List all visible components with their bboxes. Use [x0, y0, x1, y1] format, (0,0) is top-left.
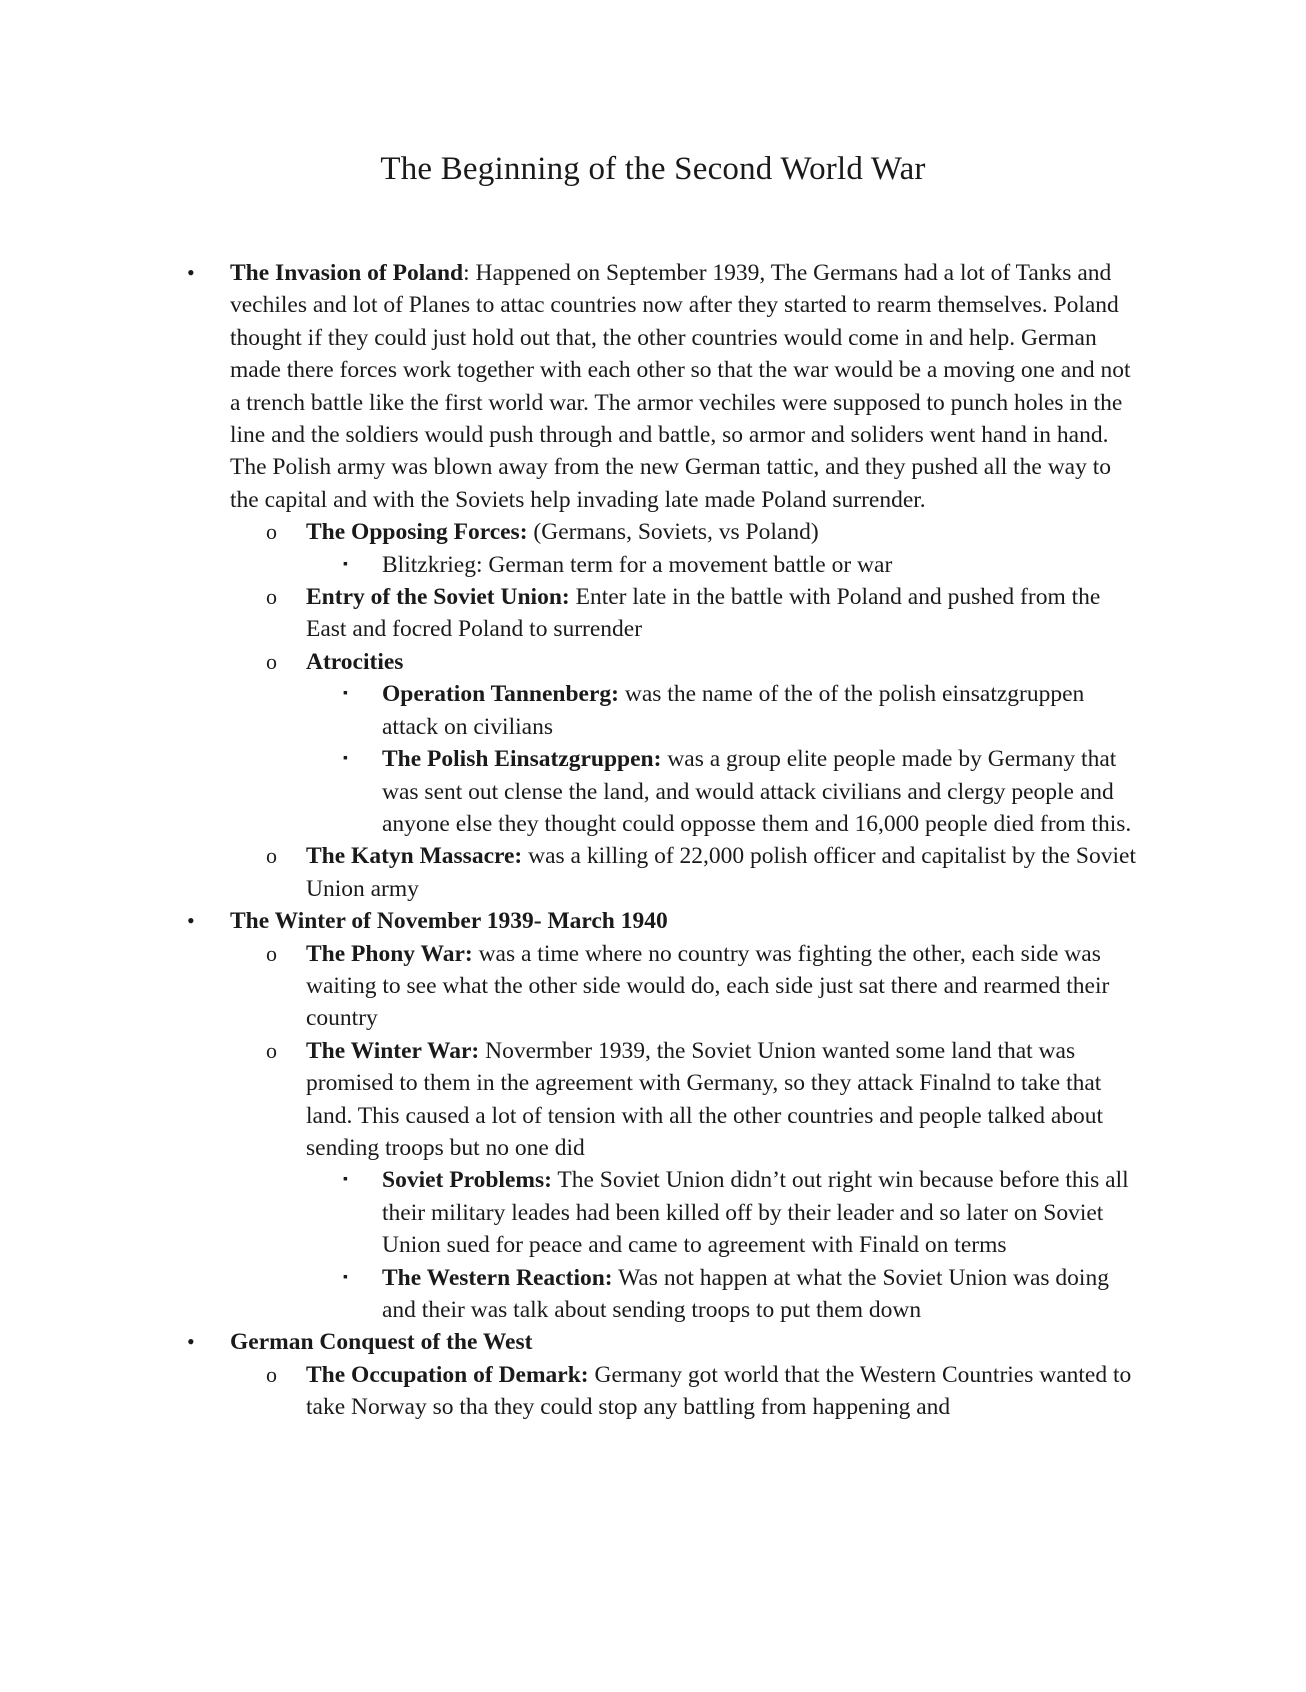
item-heading: German Conquest of the West — [230, 1329, 533, 1356]
item-text: Blitzkrieg: German term for a movement battle or war — [382, 551, 893, 578]
circle-marker: o — [266, 1361, 277, 1387]
sublist — [306, 549, 1146, 581]
list-item-invasion-of-poland — [0, 257, 1140, 905]
item-heading: The Polish Einsatzgruppen: — [382, 746, 662, 773]
list-item-occupation-of-denmark — [0, 1359, 1146, 1424]
sublist — [230, 938, 1140, 1327]
item-heading: The Occupation of Demark: — [306, 1361, 589, 1388]
square-marker: ▪ — [343, 1269, 348, 1285]
document-title: The Beginning of the Second World War — [380, 151, 926, 187]
list-item-katyn-massacre — [0, 840, 1146, 905]
circle-marker: o — [266, 648, 277, 674]
circle-marker: o — [266, 519, 277, 545]
outline-list — [0, 257, 1306, 1424]
circle-marker: o — [266, 843, 277, 869]
circle-marker: o — [266, 940, 277, 966]
item-text: The Soviet Union didn’t out right win because before this all their military leades had been killed off by their leader and so later on Soviet Union sued for peace and came to agreement with Finald on terms — [382, 1167, 1129, 1259]
item-heading: The Western Reaction: — [382, 1264, 613, 1291]
document-body — [0, 257, 1306, 1424]
item-text: Novermber 1939, the Soviet Union wanted some land that was promised to them in the agreement with Germany, so they attack Finalnd to take that land. This caused a lot of tension with all the other countries and people talked about sending troops but no one did — [306, 1037, 1104, 1161]
list-item-opposing-forces — [0, 516, 1146, 581]
bullet-marker: • — [187, 1329, 195, 1355]
item-text: was a group elite people made by Germany that was sent out clense the land, and would attack civilians and clergy people and anyone else they thought could opposse them and 16,000 people died from this. — [382, 746, 1132, 837]
item-text: (Germans, Soviets, vs Poland) — [527, 519, 819, 546]
sublist — [230, 1359, 1140, 1424]
item-heading: Entry of the Soviet Union: — [306, 584, 570, 611]
list-item-soviet-problems — [0, 1164, 1146, 1261]
item-text: Germany got world that the Western Countries wanted to take Norway so tha they could stop any battling from happening and — [306, 1361, 1132, 1421]
list-item-western-reaction — [0, 1262, 1146, 1327]
circle-marker: o — [266, 584, 277, 610]
list-item-operation-tannenberg — [0, 678, 1146, 743]
item-text: Enter late in the battle with Poland and pushed from the East and focred Poland to surrender — [306, 584, 1101, 643]
bullet-marker: • — [187, 908, 195, 934]
list-item-phony-war — [0, 938, 1146, 1035]
item-heading: The Opposing Forces: — [306, 519, 528, 546]
item-heading: Soviet Problems: — [382, 1167, 552, 1194]
sublist — [230, 516, 1140, 905]
item-text: was the name of the of the polish einsatzgruppen attack on civilians — [382, 681, 1085, 740]
square-marker: ▪ — [343, 751, 348, 767]
list-item-entry-soviet-union — [0, 581, 1146, 646]
item-heading: The Invasion of Poland — [230, 260, 464, 286]
sublist — [306, 1164, 1146, 1326]
item-heading: The Phony War: — [306, 940, 473, 967]
list-item-polish-einsatzgruppen — [0, 743, 1146, 840]
sublist — [306, 678, 1146, 840]
item-heading: Atrocities — [306, 648, 404, 675]
item-heading: The Winter War: — [306, 1037, 480, 1064]
list-item-winter-1939-1940 — [0, 905, 1140, 1326]
list-item-atrocities — [0, 646, 1146, 840]
item-text: : Happened on September 1939, The Germans had a lot of Tanks and vechiles and lot of Planes to attac countries now after they started to rearm themselves. Poland thought if they could just hold out that, the other countries would come in and help. German made there forces work together with each other so that the war would be a moving one and not a trench battle like the first world war. The armor vechiles were supposed to punch holes in the line and the soldiers would push through and battle, so armor and soliders went hand in hand. The Polish army was blown away from the new German tattic, and they pushed all the way to the capital and with the Soviets help invading late made Poland surrender. — [230, 260, 1131, 513]
item-text: was a killing of 22,000 polish officer and capitalist by the Soviet Union army — [306, 843, 1136, 902]
list-item-blitzkrieg — [0, 549, 1146, 581]
item-heading: The Katyn Massacre: — [306, 843, 523, 870]
item-text: Was not happen at what the Soviet Union was doing and their was talk about sending troops to put them down — [382, 1264, 1109, 1323]
bullet-marker: • — [187, 260, 195, 285]
item-heading: Operation Tannenberg: — [382, 681, 619, 708]
item-text: was a time where no country was fighting the other, each side was waiting to see what the other side would do, each side just sat there and rearmed their country — [306, 940, 1110, 1032]
list-item-german-conquest-west — [0, 1326, 1140, 1423]
square-marker: ▪ — [343, 556, 348, 572]
square-marker: ▪ — [343, 686, 348, 702]
item-heading: The Winter of November 1939- March 1940 — [230, 908, 668, 935]
square-marker: ▪ — [343, 1172, 348, 1188]
circle-marker: o — [266, 1037, 277, 1063]
list-item-winter-war — [0, 1035, 1146, 1327]
